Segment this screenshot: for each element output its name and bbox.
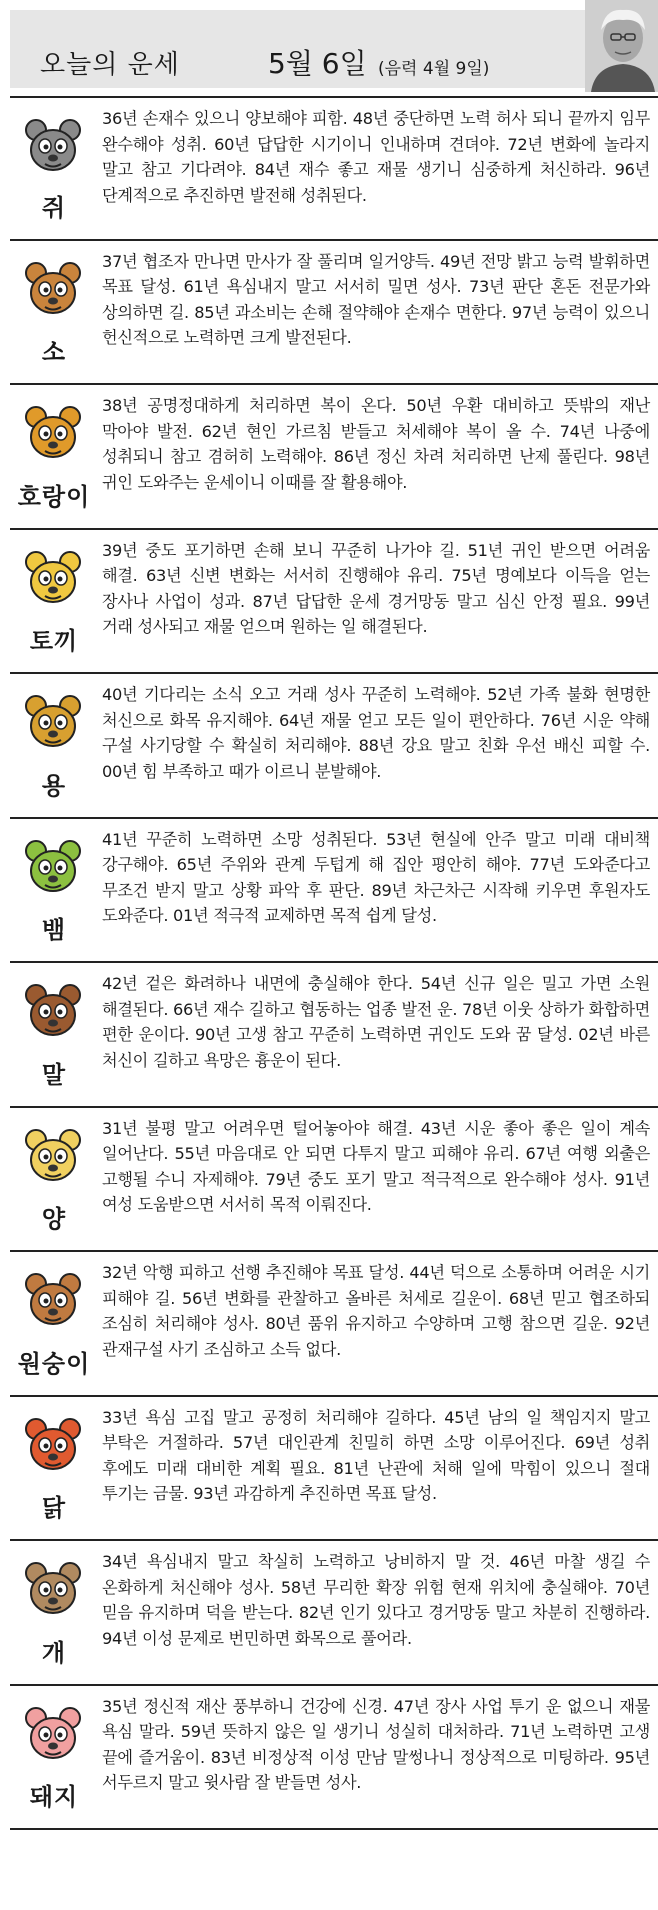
lunar-date-label: (음력 4월 9일) [378,59,490,79]
zodiac-name: 토끼 [29,627,79,655]
ox-icon [22,259,84,321]
sheep-icon [22,1126,84,1188]
rooster-icon [22,1415,84,1477]
fortune-list [10,96,658,1830]
fortune-row [10,530,658,675]
zodiac-animal [10,1686,98,1829]
header-banner [10,10,585,88]
snake-icon [22,837,84,899]
dragon-icon [22,692,84,754]
zodiac-name: 양 [41,1205,67,1233]
zodiac-animal [10,1397,98,1540]
zodiac-animal [10,241,98,384]
zodiac-name: 닭 [41,1494,67,1522]
tiger-icon [22,403,84,465]
fortune-row [10,674,658,819]
fortune-text: 37년 협조자 만나면 만사가 잘 풀리며 일거양득. 49년 전망 밝고 능력 발휘하면 목표 달성. 61년 욕심내지 말고 서서히 밀면 성사. 73년 판단 혼돈 전문가와 상의하면 길. 85년 과소비는 손해 절약해야 손재수 면한다. 97년 능력이 있으니 헌신적으로 노력하면 크게 발전된다. [102,251,650,348]
fortune-text: 31년 불평 말고 어려우면 털어놓아야 해결. 43년 시운 좋아 좋은 일이 계속 일어난다. 55년 마음대로 안 되면 다투지 말고 피해야 유리. 67년 여행 외출은 고행될 수니 자제해야. 79년 중도 포기 말고 적극적으로 완수해야 성사. 91년 여성 도움받으면 서서히 목적 이뤄진다. [102,1118,650,1215]
zodiac-animal [10,674,98,817]
fortune-text: 32년 악행 피하고 선행 추진해야 목표 달성. 44년 덕으로 소통하며 어려운 시기 피해야 길. 56년 변화를 관찰하고 올바른 처세로 길운이. 68년 믿고 협조하되 조심히 처리해야 성사. 80년 품위 유지하고 수양하며 고행 참으면 길운. 92년 관재구설 사기 조심하고 소득 없다. [102,1263,650,1359]
fortune-text: 34년 욕심내지 말고 착실히 노력하고 낭비하지 말 것. 46년 마찰 생길 수 온화하게 처신해야 성사. 58년 무리한 확장 위험 현재 위치에 충실해야. 70년 믿음 유지하며 덕을 받는다. 82년 인기 있다고 경거망동 말고 차분히 진행하라. 94년 이성 문제로 번민하면 화목으로 풀어라. [102,1552,650,1648]
rat-icon [22,116,84,178]
fortune-row [10,1108,658,1253]
fortune-text: 39년 중도 포기하면 손해 보니 꾸준히 나가야 길. 51년 귀인 받으면 어려움 해결. 63년 신변 변화는 서서히 진행해야 유리. 75년 명예보다 이득을 얻는 장사나 사업이 성과. 87년 답답한 운세 경거망동 말고 심신 안정 필요. 99년 거래 성사되고 재물 얻으며 원하는 일 해결된다. [102,540,650,637]
fortune-text: 36년 손재수 있으니 양보해야 피함. 48년 중단하면 노력 허사 되니 끝까지 임무 완수해야 성취. 60년 답답한 시기이니 인내하며 견뎌야. 72년 변화에 놀라지 말고 참고 기다려야. 84년 재수 좋고 재물 생기니 심중하게 처신하라. 96년 단계적으로 추진하면 발전해 성취된다. [102,109,650,205]
rabbit-icon [22,548,84,610]
page-title: 오늘의 운세 [40,50,180,80]
zodiac-animal [10,1108,98,1251]
person-portrait-icon [585,0,658,92]
zodiac-animal [10,530,98,673]
zodiac-animal [10,98,98,239]
fortune-row [10,1686,658,1831]
zodiac-name: 용 [41,771,67,800]
zodiac-animal [10,385,98,528]
fortune-row [10,96,658,241]
fortune-text: 41년 꾸준히 노력하면 소망 성취된다. 53년 현실에 안주 말고 미래 대비책 강구해야. 65년 주위와 관계 두텁게 해 집안 평안히 해야. 77년 도와준다고 무조건 받지 말고 상황 파악 후 판단. 89년 차근차근 시작해 키우면 후원자도 도와준다. 01년 적극적 교제하면 목적 쉽게 달성. [102,829,650,926]
fortune-text: 33년 욕심 고집 말고 공정히 처리해야 길하다. 45년 남의 일 책임지지 말고 부탁은 거절하라. 57년 대인관계 친밀히 하면 소망 이루어진다. 69년 성취 후에도 미래 대비한 계획 필요. 81년 난관에 처해 일에 막힘이 있으니 절대 투기는 금물. 93년 과감하게 추진하면 목표 달성. [102,1407,650,1504]
zodiac-animal [10,1541,98,1684]
fortune-text: 35년 정신적 재산 풍부하니 건강에 신경. 47년 장사 사업 투기 운 없으니 재물 욕심 말라. 59년 뜻하지 않은 일 생기니 성실히 대처하라. 71년 노력하면 고생 끝에 즐거움이. 83년 비정상적 이성 만남 말썽나니 정상적으로 미팅하라. 95년 서두르지 말고 윗사람 잘 받들면 성사. [102,1696,650,1793]
zodiac-name: 개 [41,1638,67,1667]
author-photo [585,0,658,92]
dog-icon [22,1559,84,1621]
zodiac-name: 말 [41,1060,67,1089]
zodiac-name: 원숭이 [17,1349,91,1378]
fortune-row [10,963,658,1108]
fortune-row [10,385,658,530]
zodiac-animal [10,819,98,962]
zodiac-name: 소 [41,338,67,366]
fortune-text: 38년 공명정대하게 처리하면 복이 온다. 50년 우환 대비하고 뜻밖의 재난 막아야 발전. 62년 현인 가르침 받들고 처세해야 복이 올 수. 74년 나중에 성취되니 참고 겸허히 노력해야. 86년 정신 차려 처리하면 난제 풀린다. 98년 귀인 도와주는 운세이니 이때를 잘 활용해야. [102,396,650,492]
zodiac-animal [10,1252,98,1395]
zodiac-animal [10,963,98,1106]
fortune-row [10,1397,658,1542]
fortune-text: 40년 기다리는 소식 오고 거래 성사 꾸준히 노력해야. 52년 가족 불화 현명한 처신으로 화목 유지해야. 64년 재물 얻고 모든 일이 편안하다. 76년 시운 약해 구설 사기당할 수 확실히 처리해야. 88년 강요 말고 친화 우선 배신 피할 수. 00년 힘 부족하고 때가 이르니 분발해야. [102,685,650,781]
fortune-text: 42년 겉은 화려하나 내면에 충실해야 한다. 54년 신규 일은 밀고 가면 소원 해결된다. 66년 재수 길하고 협동하는 업종 발전 운. 78년 이웃 상하가 화합하면 편한 운이다. 90년 고생 참고 꾸준히 노력하면 귀인도 도와 꿈 달성. 02년 바른 처신이 길하고 욕망은 흉운이 된다. [102,974,650,1070]
zodiac-name: 돼지 [29,1783,79,1811]
pig-icon [22,1704,84,1766]
zodiac-name: 호랑이 [17,482,91,511]
monkey-icon [22,1270,84,1332]
horse-icon [22,981,84,1043]
date-label: 5월 6일 [268,47,367,80]
fortune-row [10,1252,658,1397]
fortune-row [10,1541,658,1686]
zodiac-name: 뱀 [41,916,67,944]
fortune-row [10,241,658,386]
zodiac-name: 쥐 [41,193,67,222]
fortune-row [10,819,658,964]
